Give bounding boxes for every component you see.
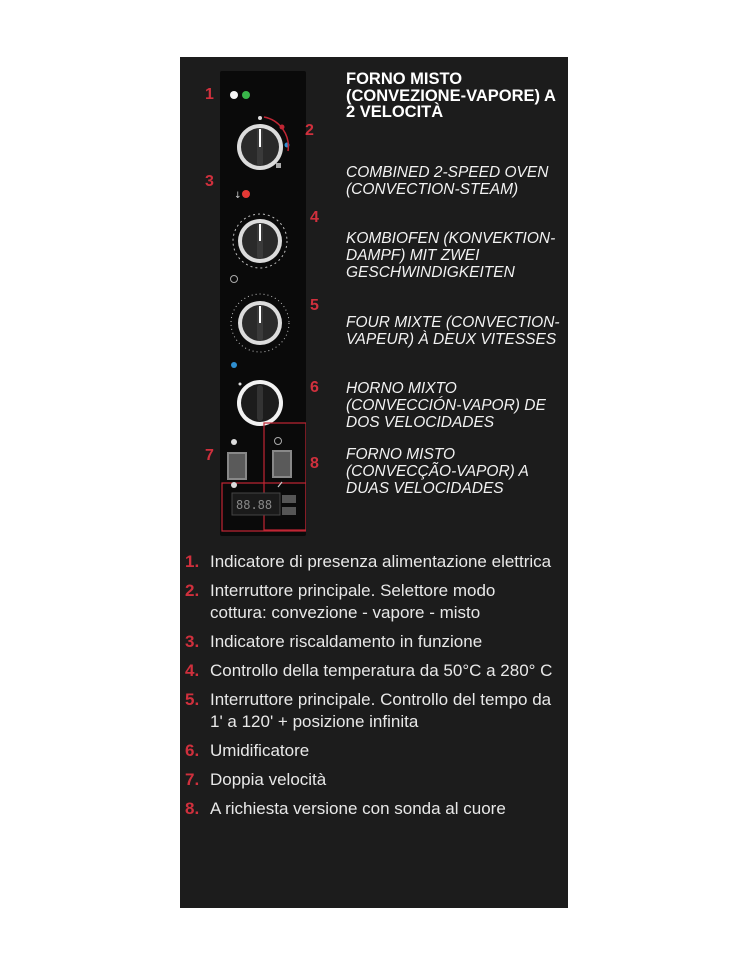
mode-selector-knob bbox=[237, 116, 290, 170]
power-on-light bbox=[242, 91, 250, 99]
callout-7: 7 bbox=[205, 447, 214, 464]
legend-text: A richiesta versione con sonda al cuore bbox=[210, 799, 506, 818]
legend-item bbox=[185, 580, 555, 624]
timer-icon bbox=[231, 276, 238, 283]
legend-item bbox=[185, 631, 555, 653]
legend-number: 6. bbox=[185, 741, 200, 760]
legend-text: Interruttore principale. Controllo del tempo da 1' a 120' + posizione infinita bbox=[210, 690, 552, 731]
probe-switch bbox=[272, 438, 292, 488]
legend-number: 4. bbox=[185, 661, 200, 680]
legend-text: Controllo della temperatura da 50°C a 280° C bbox=[210, 661, 553, 680]
display-readout: 88.88 bbox=[236, 498, 273, 512]
legend-item bbox=[185, 740, 555, 762]
speed-switch bbox=[227, 439, 247, 488]
callout-3: 3 bbox=[205, 173, 214, 190]
title-portuguese: FORNO MISTO (CONVECÇÃO-VAPOR) A DUAS VELOCIDADES bbox=[346, 446, 529, 497]
legend-item bbox=[185, 689, 555, 733]
control-panel-drawing bbox=[220, 71, 306, 536]
display-button-down bbox=[282, 507, 296, 515]
legend-item bbox=[185, 660, 555, 682]
legend-text: Doppia velocità bbox=[210, 770, 327, 789]
steam-icon bbox=[231, 362, 237, 368]
display-button-up bbox=[282, 495, 296, 503]
legend-text: Umidificatore bbox=[210, 741, 310, 760]
legend-item bbox=[185, 551, 555, 573]
legend-text: Indicatore riscaldamento in funzione bbox=[210, 632, 483, 651]
callout-8: 8 bbox=[310, 455, 319, 472]
title-french: FOUR MIXTE (CONVECTION-VAPEUR) À DEUX VITESSES bbox=[346, 314, 560, 348]
legend-number: 2. bbox=[185, 581, 200, 600]
control-panel bbox=[220, 71, 306, 536]
title-english: COMBINED 2-SPEED OVEN (CONVECTION-STEAM) bbox=[346, 164, 549, 198]
humidifier-knob bbox=[237, 380, 283, 426]
legend-text: Indicatore di presenza alimentazione elettrica bbox=[210, 552, 552, 571]
product-title: FORNO MISTO (CONVEZIONE-VAPORE) A 2 VELOCITÀ bbox=[346, 70, 556, 121]
title-spanish: HORNO MIXTO (CONVECCIÓN-VAPOR) DE DOS VELOCIDADES bbox=[346, 380, 546, 431]
legend-item bbox=[185, 798, 555, 820]
temperature-knob bbox=[233, 214, 287, 268]
callout-1: 1 bbox=[205, 86, 214, 103]
title-german: KOMBIOFEN (KONVEKTION-DAMPF) MIT ZWEI GESCHWINDIGKEITEN bbox=[346, 230, 556, 281]
oven-spec-card bbox=[180, 57, 568, 908]
legend-number: 8. bbox=[185, 799, 200, 818]
legend-number: 1. bbox=[185, 552, 200, 571]
callout-6: 6 bbox=[310, 379, 319, 396]
legend-number: 5. bbox=[185, 690, 200, 709]
callout-2: 2 bbox=[305, 122, 314, 139]
legend-list bbox=[185, 551, 555, 827]
power-indicator-light bbox=[230, 91, 238, 99]
legend-text: Interruttore principale. Selettore modo cottura: convezione - vapore - misto bbox=[210, 581, 496, 622]
timer-knob bbox=[231, 294, 289, 352]
callout-5: 5 bbox=[310, 297, 319, 314]
heating-indicator-light bbox=[242, 190, 250, 198]
legend-number: 7. bbox=[185, 770, 200, 789]
svg-text:↓: ↓ bbox=[234, 191, 242, 201]
legend-number: 3. bbox=[185, 632, 200, 651]
callout-4: 4 bbox=[310, 209, 319, 226]
legend-item bbox=[185, 769, 555, 791]
